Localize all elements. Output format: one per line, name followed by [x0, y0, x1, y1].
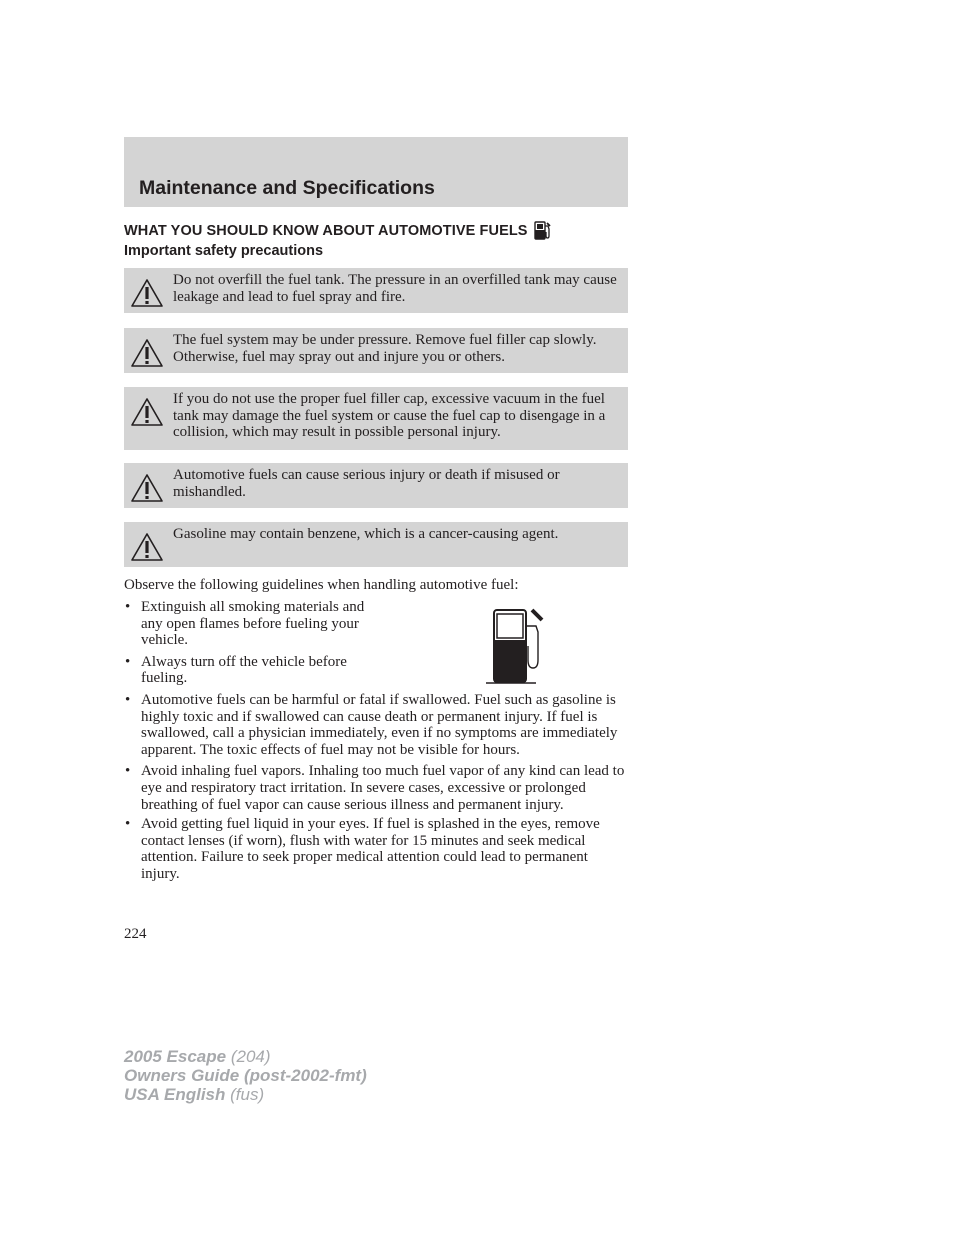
- section-header: [124, 137, 628, 207]
- list-item: • Avoid getting fuel liquid in your eyes. If fuel is splashed in the eyes, remove contact lenses (if worn), flush with water for 15 minutes and seek medical attention. Failure to seek proper medical attention could lead to permanent injury.: [124, 816, 628, 882]
- list-item: • Always turn off the vehicle before fueling.: [124, 654, 381, 687]
- footer-guide: Owners Guide (post-2002-fmt): [124, 1066, 367, 1085]
- warning-icon: [130, 397, 164, 427]
- safety-subheading: Important safety precautions: [124, 243, 324, 259]
- fuels-heading: [124, 221, 552, 241]
- heading-text: WHAT YOU SHOULD KNOW ABOUT AUTOMOTIVE FUELS: [124, 223, 528, 239]
- footer-model: 2005 Escape: [124, 1047, 227, 1066]
- list-item: • Automotive fuels can be harmful or fatal if swallowed. Fuel such as gasoline is highly toxic and if swallowed can cause death or permanent injury. If fuel is swallowed, call a physician immediately, even if no symptoms are immediately apparent. The toxic effects of fuel may not be visible for hours.: [124, 692, 628, 758]
- warning-box: [124, 387, 628, 450]
- warning-icon: [130, 278, 164, 308]
- warning-box: [124, 463, 628, 508]
- footer-language: USA English: [124, 1085, 226, 1104]
- warning-box: [124, 268, 628, 313]
- warning-text: The fuel system may be under pressure. Remove fuel filler cap slowly. Otherwise, fuel may spray out and injure you or others.: [173, 332, 597, 365]
- warning-box: [124, 328, 628, 373]
- warning-text: Gasoline may contain benzene, which is a cancer-causing agent.: [173, 526, 559, 542]
- document-footer: [124, 1047, 367, 1104]
- intro-text: Observe the following guidelines when handling automotive fuel:: [124, 577, 519, 593]
- warning-text: Do not overfill the fuel tank. The pressure in an overfilled tank may cause leakage and lead to fuel spray and fire.: [173, 272, 617, 305]
- section-title: Maintenance and Specifications: [139, 177, 435, 199]
- warning-icon: [130, 473, 164, 503]
- warning-icon: [130, 532, 164, 562]
- page-number: 224: [124, 926, 147, 942]
- list-item: • Avoid inhaling fuel vapors. Inhaling too much fuel vapor of any kind can lead to eye and respiratory tract irritation. In severe cases, excessive or prolonged breathing of fuel vapor can cause serious illness and permanent injury.: [124, 763, 628, 813]
- list-item: • Extinguish all smoking materials and any open flames before fueling your vehicle.: [124, 599, 381, 649]
- footer-language-code: (fus): [230, 1085, 265, 1104]
- warning-icon: [130, 338, 164, 368]
- fuel-pump-illustration: [486, 606, 548, 686]
- warning-text: If you do not use the proper fuel filler cap, excessive vacuum in the fuel tank may damage the fuel system or cause the fuel cap to disengage in a collision, which may result in possible personal injury.: [173, 391, 606, 441]
- guidelines-list: [124, 599, 628, 888]
- fuel-pump-icon: [534, 221, 552, 241]
- warning-text: Automotive fuels can cause serious injury or death if misused or mishandled.: [173, 467, 560, 500]
- footer-model-code: (204): [230, 1047, 271, 1066]
- warning-box: [124, 522, 628, 567]
